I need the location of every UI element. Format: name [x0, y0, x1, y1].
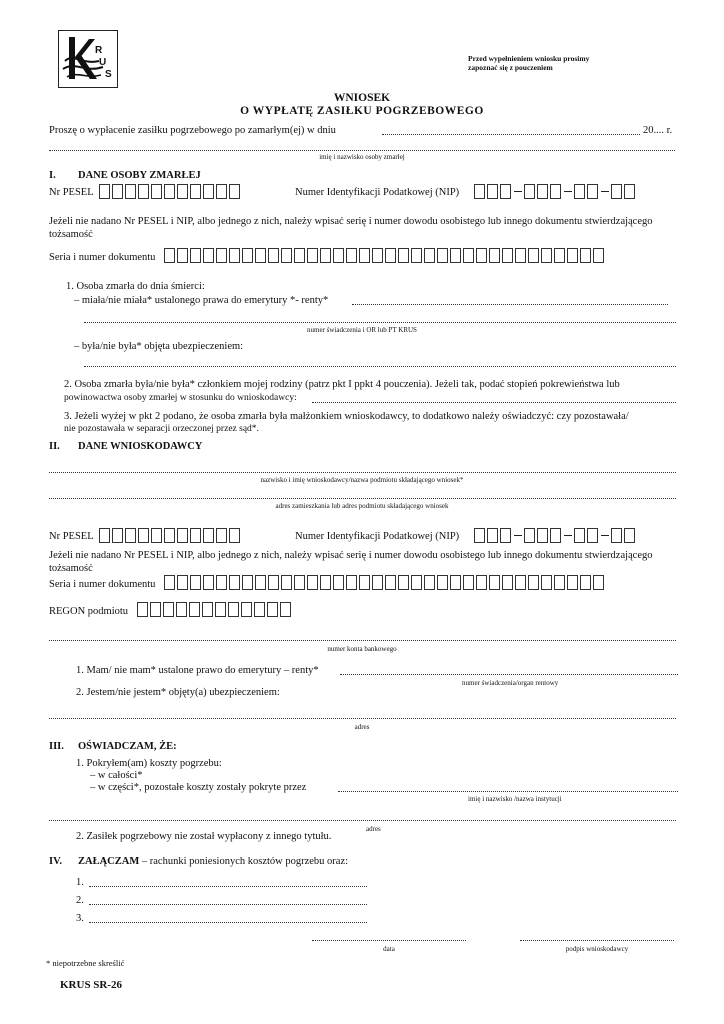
applicant-name-field[interactable]	[49, 472, 676, 473]
section3-item1b: – w części*, pozostałe koszty zostały pokryte przez	[90, 782, 307, 793]
section1-insurance-field[interactable]	[84, 366, 676, 367]
attachment-1-field[interactable]	[89, 886, 367, 887]
section3-payer-address-field[interactable]	[49, 820, 676, 821]
bank-account-caption: numer konta bankowego	[327, 645, 397, 653]
footnote: * niepotrzebne skreślić	[46, 958, 125, 968]
instruction-note-line2: zapoznać się z pouczeniem	[468, 63, 553, 72]
applicant-name-caption: nazwisko i imię wnioskodawcy/nazwa podmiotu składającego wniosek*	[260, 476, 464, 484]
signature-caption: podpis wnioskodawcy	[565, 945, 629, 953]
signature-field[interactable]	[520, 940, 674, 941]
attachment-3-field[interactable]	[89, 922, 367, 923]
section1-pension-field[interactable]	[352, 304, 668, 305]
section1-benefit-number-field[interactable]	[84, 322, 676, 323]
section1-number: I.	[49, 170, 56, 181]
section1-nip-label: Numer Identyfikacji Podatkowej (NIP)	[295, 187, 460, 198]
section1-item1a: – miała/nie miała* ustalonego prawa do emerytury *- renty*	[74, 295, 329, 306]
section2-no-pesel-note-2: tożsamość	[49, 563, 93, 574]
date-of-death-field[interactable]	[382, 134, 640, 135]
form-code: KRUS SR-26	[60, 979, 123, 991]
section1-item2-line1: 2. Osoba zmarła była/nie była* członkiem mojej rodziny (patrz pkt I ppkt 4 pouczenia). Jeżeli tak, podać stopień pokrewieństwa lub	[64, 379, 620, 390]
logo-letter-r: R	[95, 45, 103, 56]
year-suffix: 20.... r.	[643, 125, 673, 136]
attachment-2-label: 2.	[76, 895, 84, 906]
date-caption: data	[383, 945, 395, 953]
section2-no-pesel-note-1: Jeżeli nie nadano Nr PESEL i NIP, albo jednego z nich, należy wpisać serię i numer dowodu osobistego lub innego dokumentu stwierdzającego	[49, 550, 653, 561]
section2-insurance-address-field[interactable]	[49, 718, 676, 719]
section1-pesel-label: Nr PESEL	[49, 187, 94, 198]
section1-item3-line1: 3. Jeżeli wyżej w pkt 2 podano, że osoba zmarła była małżonkiem wnioskodawcy, to dodatkowo należy oświadczyć: czy pozostawała/	[64, 411, 629, 422]
section2-address-caption: adres	[354, 723, 370, 731]
applicant-address-field[interactable]	[49, 498, 676, 499]
section3-heading: OŚWIADCZAM, ŻE:	[78, 741, 177, 752]
section1-pesel-input[interactable]	[99, 184, 242, 199]
section2-heading: DANE WNIOSKODAWCY	[78, 441, 203, 452]
section1-benefit-caption: numer świadczenia i OR lub PT KRUS	[307, 326, 417, 334]
logo-letter-s: S	[105, 69, 112, 80]
section1-document-input[interactable]	[164, 248, 606, 263]
krus-logo	[58, 30, 118, 88]
form-title-line2: O WYPŁATĘ ZASIŁKU POGRZEBOWEGO	[240, 105, 484, 117]
logo-letter-u: U	[99, 57, 107, 68]
section4-heading-wrap	[78, 855, 348, 868]
section1-no-pesel-note-2: tożsamość	[49, 229, 93, 240]
section2-nip-label: Numer Identyfikacji Podatkowej (NIP)	[295, 531, 460, 542]
section3-payer-caption: imię i nazwisko /nazwa instytucji	[468, 795, 562, 803]
section3-number: III.	[49, 741, 64, 752]
section1-relationship-field[interactable]	[312, 402, 676, 403]
bank-account-field[interactable]	[49, 640, 676, 641]
attachment-1-label: 1.	[76, 877, 84, 888]
date-field[interactable]	[312, 940, 466, 941]
section4-heading: ZAŁĄCZAM	[78, 856, 140, 867]
section2-pesel-label: Nr PESEL	[49, 531, 94, 542]
regon-label: REGON podmiotu	[49, 606, 129, 617]
section3-item1: 1. Pokryłem(am) koszty pogrzebu:	[76, 758, 222, 769]
attachment-2-field[interactable]	[89, 904, 367, 905]
section2-document-input[interactable]	[164, 575, 606, 590]
section2-number: II.	[49, 441, 60, 452]
section4-heading-rest: – rachunki poniesionych kosztów pogrzebu oraz:	[141, 856, 349, 867]
applicant-address-caption: adres zamieszkania lub adres podmiotu składającego wniosek	[275, 502, 449, 510]
form-title-line1: WNIOSEK	[333, 92, 391, 104]
section1-doc-label: Seria i numer dokumentu	[49, 252, 156, 263]
section2-pension-field[interactable]	[340, 674, 678, 675]
section1-item2-line2: powinowactwa osoby zmarłej w stosunku do wnioskodawcy:	[64, 393, 297, 403]
instruction-note-line1: Przed wypełnieniem wniosku prosimy	[468, 54, 590, 63]
section4-number: IV.	[49, 856, 62, 867]
deceased-name-caption: imię i nazwisko osoby zmarłej	[319, 153, 405, 161]
section1-item1: 1. Osoba zmarła do dnia śmierci:	[66, 281, 205, 292]
section2-benefit-caption: numer świadczenia/organ rentowy	[462, 679, 559, 687]
section3-item2: 2. Zasiłek pogrzebowy nie został wypłacony z innego tytułu.	[76, 831, 332, 842]
section2-pesel-input[interactable]	[99, 528, 242, 543]
section1-heading: DANE OSOBY ZMARŁEJ	[78, 170, 201, 181]
section1-item1b: – była/nie była* objęta ubezpieczeniem:	[74, 341, 244, 352]
attachment-3-label: 3.	[76, 913, 84, 924]
section1-nip-input[interactable]	[474, 184, 637, 199]
section2-nip-input[interactable]	[474, 528, 637, 543]
section2-doc-label: Seria i numer dokumentu	[49, 579, 156, 590]
section1-item3-line2: nie pozostawała w separacji orzeczonej przez sąd*.	[64, 424, 259, 434]
request-text: Proszę o wypłacenie zasiłku pogrzebowego po zamarłym(ej) w dniu	[49, 125, 336, 136]
section3-address-caption: adres	[366, 825, 381, 833]
section2-item1: 1. Mam/ nie mam* ustalone prawo do emerytury – renty*	[76, 665, 319, 676]
section1-no-pesel-note-1: Jeżeli nie nadano Nr PESEL i NIP, albo jednego z nich, należy wpisać serię i numer dowodu osobistego lub innego dokumentu stwierdzającego	[49, 216, 653, 227]
section3-payer-field[interactable]	[338, 791, 678, 792]
deceased-name-field[interactable]	[49, 150, 675, 151]
regon-input[interactable]	[137, 602, 293, 617]
section2-item2: 2. Jestem/nie jestem* objęty(a) ubezpieczeniem:	[76, 687, 280, 698]
section3-item1a: – w całości*	[90, 770, 143, 781]
